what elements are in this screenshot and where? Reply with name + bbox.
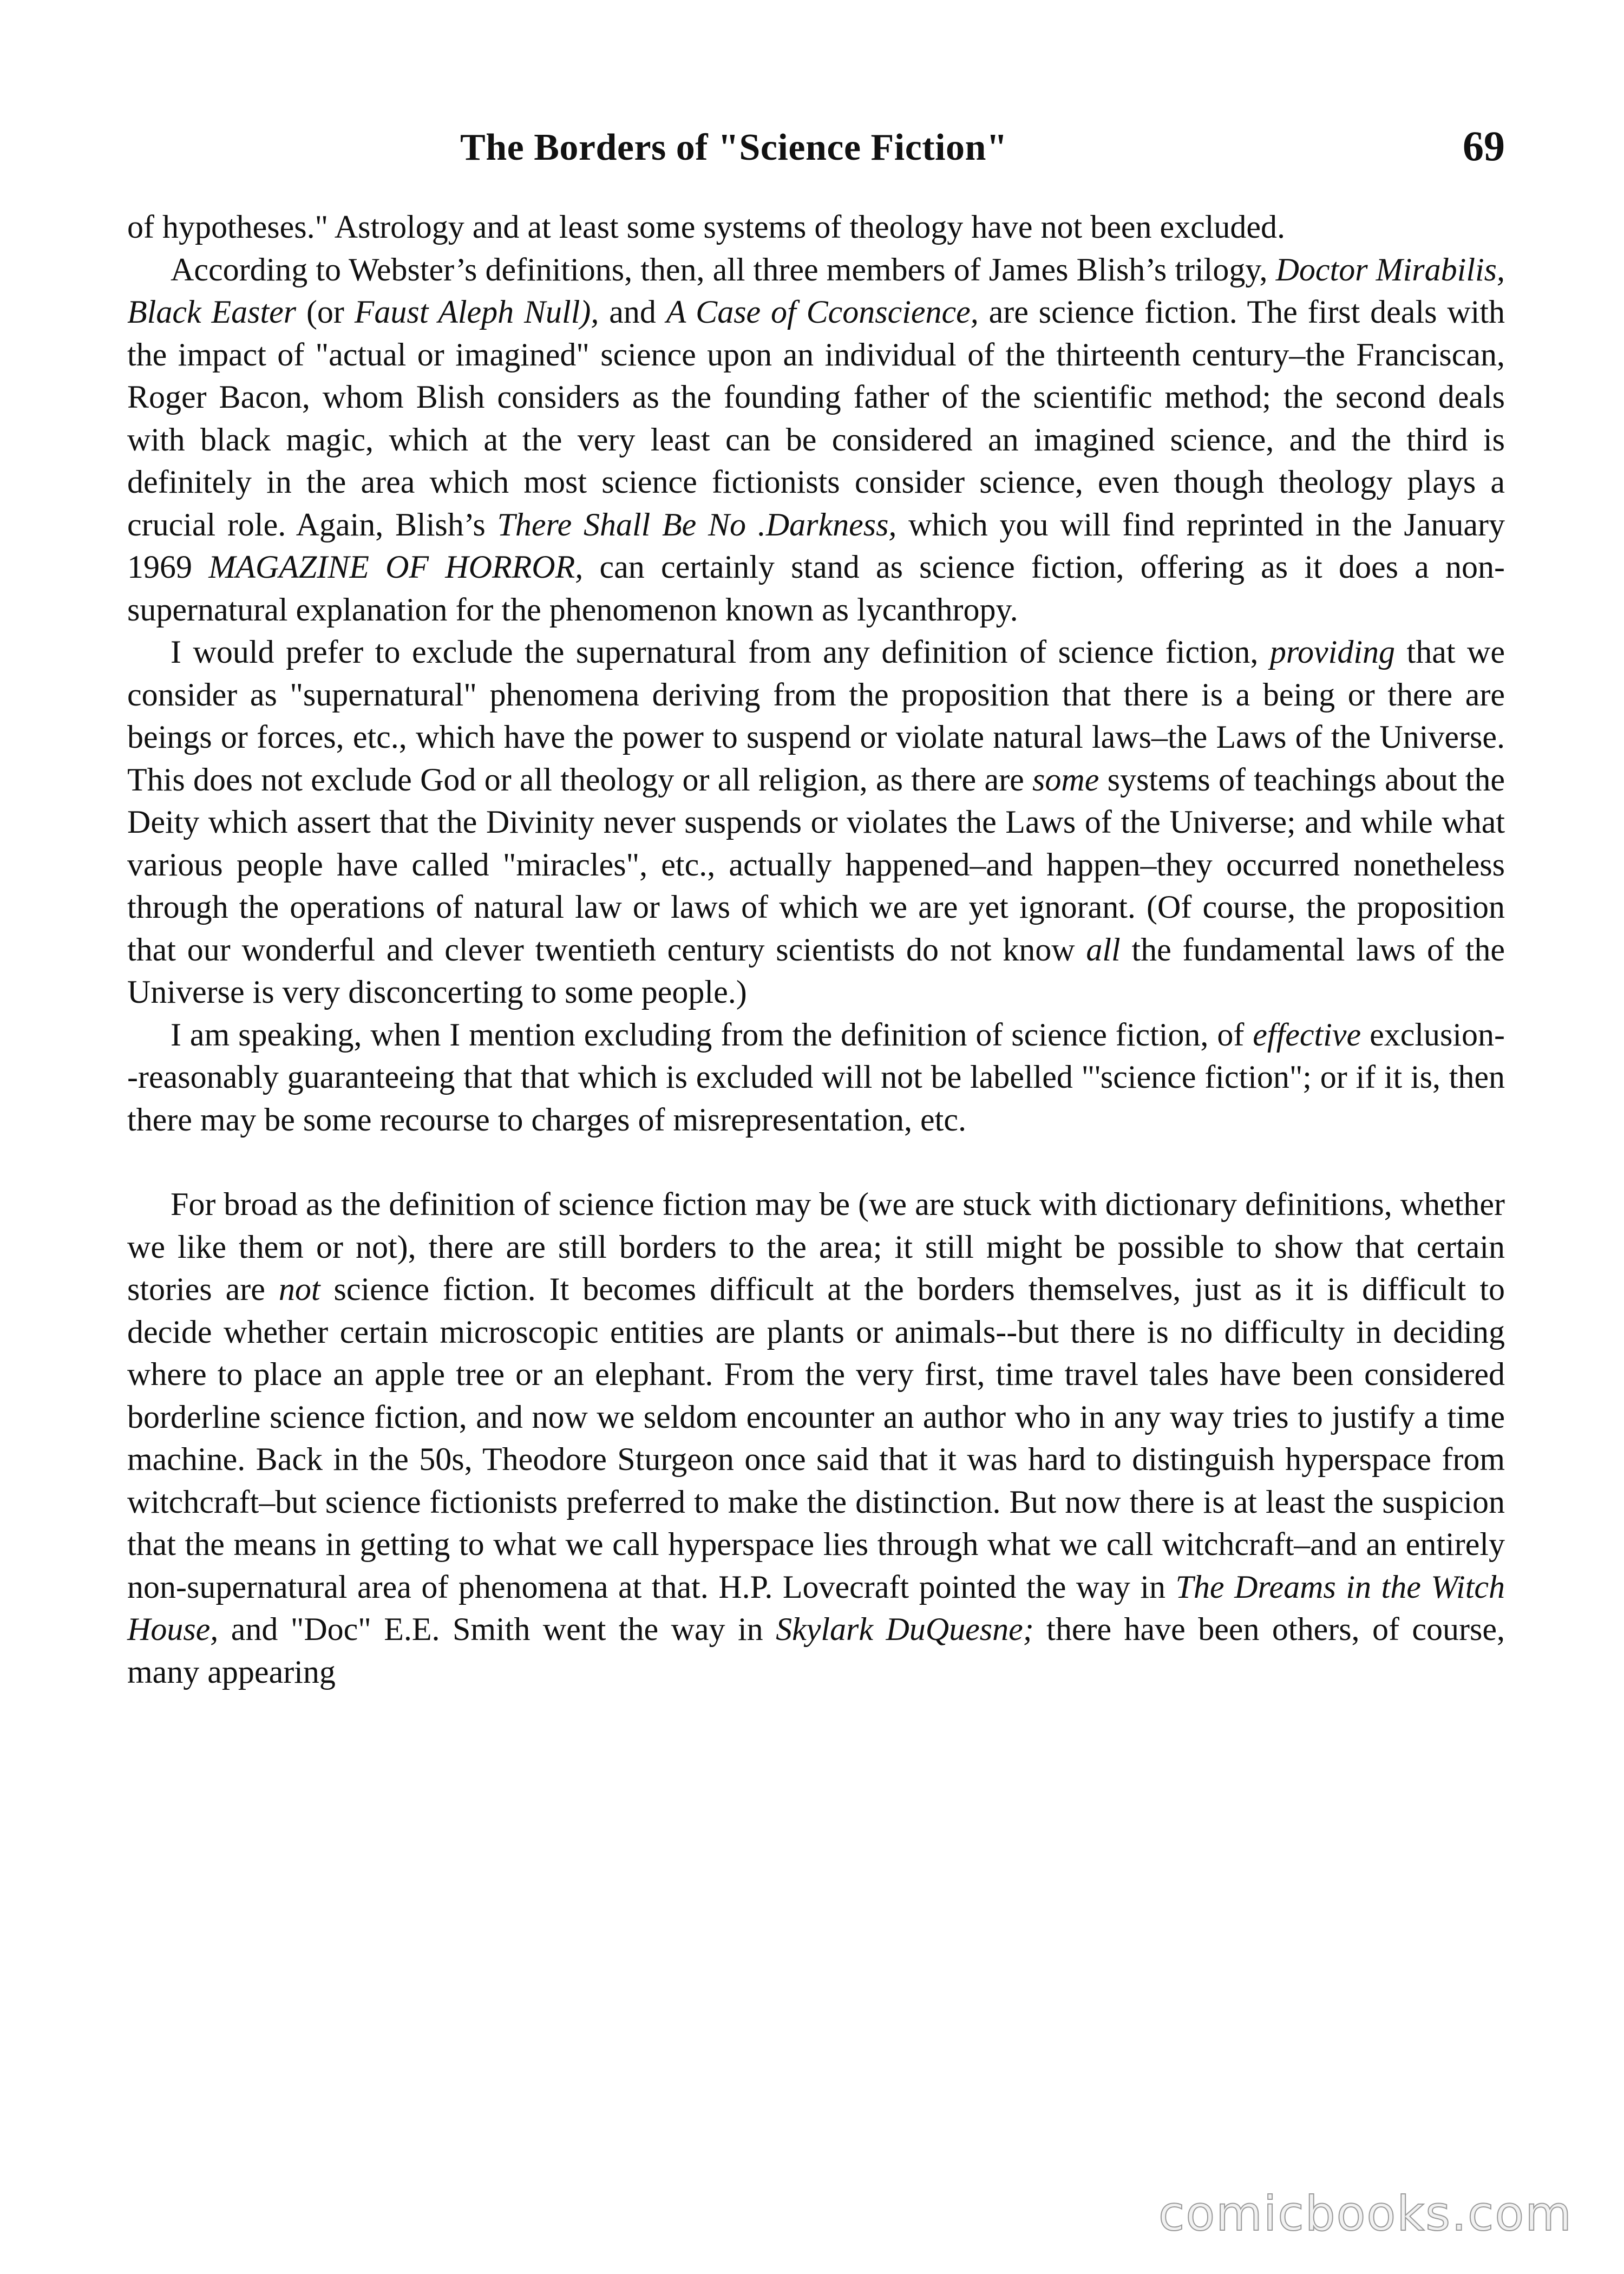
italic-text: The Dreams in the Witch House, [127, 1569, 1505, 1647]
text-segment: and [599, 294, 666, 330]
text-segment: there have been others, of course, many appearing [127, 1611, 1505, 1690]
text-segment: exclusion--reasonably guaranteeing that that which is excluded will not be labelled "'science fiction"; or if it is, then there may be some recourse to charges of misrepresentation, etc. [127, 1016, 1505, 1138]
text-segment: which you will find reprinted in the January 1969 [127, 506, 1505, 585]
text-segment: can certainly stand as science fiction, offering as it does a non-supernatural explanation for the phenomenon known as lycanthropy. [127, 549, 1505, 628]
italic-text: some [1032, 761, 1099, 798]
text-segment: the fundamental laws of the Universe is very disconcerting to some people.) [127, 931, 1505, 1010]
page-number: 69 [1463, 122, 1505, 169]
italic-text: A Case of Cconscience, [666, 294, 979, 330]
italic-text: MAGAZINE OF HORROR, [208, 549, 584, 585]
watermark: comicbooks.com [1158, 2186, 1573, 2242]
italic-text: Doctor Mirabilis, Black Easter [127, 251, 1505, 330]
text-segment: For broad as the definition of science fiction may be (we are stuck with dictionary definitions, whether we like them or not), there are still borders to the area; it still might be possible to show that certain stories are [127, 1186, 1505, 1307]
italic-text: Skylark DuQuesne; [776, 1611, 1034, 1647]
paragraph [127, 631, 1505, 1014]
text-segment: According to Webster’s definitions, then, all three members of James Blish’s trilogy, [171, 251, 1276, 287]
italic-text: effective [1253, 1016, 1361, 1053]
paragraph [127, 1014, 1505, 1141]
page-header [127, 116, 1505, 181]
paragraph [127, 1183, 1505, 1693]
paragraph [127, 206, 1505, 249]
italic-text: all [1086, 931, 1121, 968]
text-segment: are science fiction. The first deals with the impact of "actual or imagined" science upon an individual of the thirteenth century–the Franciscan, Roger Bacon, whom Blish considers as the founding father of the scientific method; the second deals with black magic, which at the very least can be considered an imagined science, and the third is definitely in the area which most science fictionists consider science, even though theology plays a crucial role. Again, Blish’s [127, 294, 1505, 543]
italic-text: providing [1269, 634, 1395, 670]
text-segment: I would prefer to exclude the supernatural from any definition of science fiction, [171, 634, 1270, 670]
text-segment: that we consider as "supernatural" phenomena deriving from the proposition that there is a being or there are beings or forces, etc., which have the power to suspend or violate natural laws–the Laws of the Universe. This does not exclude God or all theology or all religion, as there are [127, 634, 1505, 798]
text-segment: and "Doc" E.E. Smith went the way in [218, 1611, 776, 1647]
text-segment: (or [296, 294, 355, 330]
text-segment: science fiction. It becomes difficult at the borders themselves, just as it is difficult to decide whether certain microscopic entities are plants or animals--but there is no difficulty in deciding where to place an apple tree or an elephant. From the very first, time travel tales have been considered borderline science fiction, and now we seldom encounter an author who in any way tries to justify a time machine. Back in the 50s, Theodore Sturgeon once said that it was hard to distinguish hyperspace from witchcraft–but science fictionists preferred to make the distinction. But now there is at least the suspicion that the means in getting to what we call hyperspace lies through what we call witchcraft–and an entirely non-supernatural area of phenomena at that. H.P. Lovecraft pointed the way in [127, 1271, 1505, 1605]
text-segment: systems of teachings about the Deity which assert that the Divinity never suspends or violates the Laws of the Universe; and while what various people have called "miracles", etc., actually happened–and happen–they occurred nonetheless through the operations of natural law or laws of which we are yet ignorant. (Of course, the proposition that our wonderful and clever twentieth century scientists do not know [127, 761, 1505, 968]
italic-text: Faust Aleph Null), [354, 294, 599, 330]
text-segment: of hypotheses." Astrology and at least some systems of theology have not been excluded. [127, 209, 1286, 245]
text-segment: I am speaking, when I mention excluding from the definition of science fiction, of [171, 1016, 1253, 1053]
italic-text: not [278, 1271, 320, 1307]
italic-text: There Shall Be No .Darkness, [497, 506, 897, 543]
running-title: The Borders of "Science Fiction" [460, 127, 1008, 168]
paragraph [127, 249, 1505, 631]
body-text [127, 206, 1505, 1693]
